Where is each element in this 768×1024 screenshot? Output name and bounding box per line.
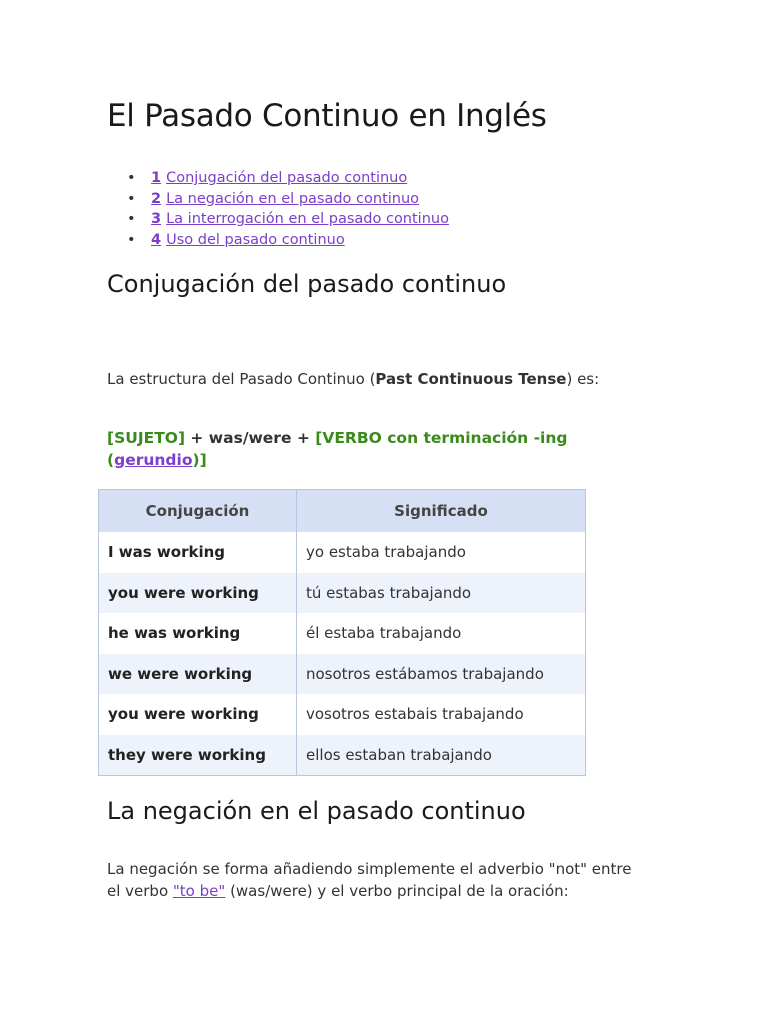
table-row — [99, 654, 586, 695]
bullet-icon: • — [127, 231, 136, 248]
toc-item — [107, 230, 449, 251]
toc-item — [107, 189, 449, 210]
table-row — [99, 573, 586, 614]
table-cell: I was working — [99, 532, 297, 573]
table-cell: vosotros estabais trabajando — [297, 694, 586, 735]
table-cell: we were working — [99, 654, 297, 695]
table-header-row — [99, 490, 586, 533]
table-row — [99, 735, 586, 776]
table-cell: él estaba trabajando — [297, 613, 586, 654]
gerundio-link[interactable]: gerundio — [114, 451, 193, 469]
table-cell: you were working — [99, 694, 297, 735]
conjugation-table — [98, 489, 586, 776]
column-header: Significado — [297, 490, 586, 533]
toc-link-1[interactable]: 1 Conjugación del pasado continuo — [151, 170, 408, 186]
toc-link-4[interactable]: 4 Uso del pasado continuo — [151, 231, 345, 248]
toc-item — [107, 168, 449, 189]
to-be-link[interactable]: "to be" — [172, 882, 226, 900]
toc-link-3[interactable]: 3 La interrogación en el pasado continuo — [151, 211, 449, 227]
toc-link-2[interactable]: 2 La negación en el pasado continuo — [151, 190, 420, 207]
bullet-icon: • — [127, 211, 136, 227]
column-header: Conjugación — [99, 490, 297, 533]
section-heading-negation: La negación en el pasado continuo — [107, 797, 526, 825]
table-cell: tú estabas trabajando — [297, 573, 586, 614]
section-heading-conjugation: Conjugación del pasado continuo — [107, 270, 507, 298]
table-row — [99, 694, 586, 735]
table-cell: yo estaba trabajando — [297, 532, 586, 573]
bullet-icon: • — [127, 190, 136, 207]
table-cell: ellos estaban trabajando — [297, 735, 586, 776]
table-cell: nosotros estábamos trabajando — [297, 654, 586, 695]
negation-paragraph: La negación se forma añadiendo simplemente el adverbio "not" entre el verbo "to be" (was/were) y el verbo principal de la oración: — [107, 860, 632, 900]
bullet-icon: • — [127, 170, 136, 186]
table-cell: they were working — [99, 735, 297, 776]
table-row — [99, 613, 586, 654]
table-cell: he was working — [99, 613, 297, 654]
structure-formula: [SUJETO] + was/were + [VERBO con terminación -ing (gerundio)] — [107, 429, 568, 469]
page-title: El Pasado Continuo en Inglés — [107, 98, 547, 134]
table-cell: you were working — [99, 573, 297, 614]
table-row — [99, 532, 586, 573]
intro-paragraph: La estructura del Pasado Continuo (Past Continuous Tense) es: — [107, 370, 600, 388]
table-of-contents — [107, 168, 449, 250]
toc-item — [107, 209, 449, 230]
